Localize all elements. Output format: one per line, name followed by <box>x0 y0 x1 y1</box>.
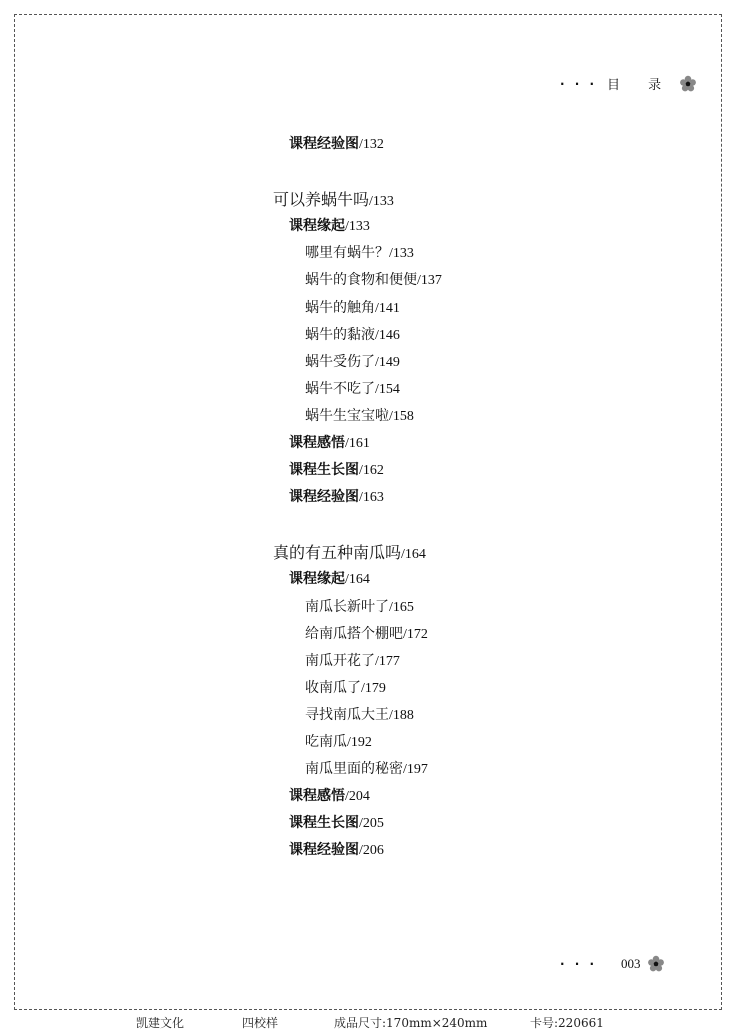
print-trim-size: 成品尺寸:170mm×240mm <box>334 1016 488 1030</box>
toc-entry-page: /162 <box>359 463 384 479</box>
toc-entry-title: 课程感悟 <box>289 788 345 805</box>
toc-subsection <box>305 596 414 616</box>
page-number: 003 <box>621 956 641 971</box>
toc-entry-page: /164 <box>345 572 370 588</box>
toc-entry-page: /133 <box>389 246 414 262</box>
toc-chapter <box>273 540 426 563</box>
print-slug-line <box>0 1014 750 1030</box>
toc-entry-title: 课程生长图 <box>289 462 359 479</box>
toc-entry-title: 哪里有蜗牛？ <box>305 245 389 262</box>
toc-entry-page: /197 <box>403 762 428 778</box>
toc-entry-title: 蜗牛的食物和便便 <box>305 272 417 289</box>
header-title: 目 录 <box>607 78 674 93</box>
toc-entry-title: 寻找南瓜大王 <box>305 706 389 723</box>
toc-entry-title: 真的有五种南瓜吗 <box>273 543 402 563</box>
toc-entry-title: 蜗牛生宝宝啦 <box>305 407 389 424</box>
toc-entry-page: /164 <box>401 547 426 563</box>
toc-subsection <box>305 758 428 778</box>
toc-subsection <box>305 704 414 724</box>
toc-entry-page: /206 <box>359 843 384 859</box>
toc-entry-page: /149 <box>375 354 400 370</box>
flower-icon <box>647 955 665 973</box>
toc-subsection <box>305 731 372 751</box>
toc-entry-title: 课程感悟 <box>289 435 345 451</box>
toc-entry-page: /192 <box>347 735 372 750</box>
toc-subsection <box>305 405 414 425</box>
toc-section <box>289 215 370 235</box>
print-company: 凯建文化 <box>136 1016 185 1030</box>
toc-entry-page: /137 <box>417 273 442 289</box>
toc-entry-title: 课程缘起 <box>289 571 345 588</box>
toc-subsection <box>305 623 428 643</box>
flower-icon <box>679 75 697 93</box>
toc-section <box>289 133 384 153</box>
toc-entry-title: 课程经验图 <box>289 136 359 152</box>
toc-subsection <box>305 297 400 317</box>
toc-entry-page: /172 <box>403 626 428 642</box>
footer-dots: · · · <box>560 957 598 971</box>
toc-entry-page: /163 <box>359 490 384 506</box>
toc-section <box>289 785 370 805</box>
toc-entry-title: 蜗牛不吃了 <box>305 380 375 397</box>
toc-entry-title: 可以养蜗牛吗 <box>273 190 370 210</box>
toc-section <box>289 486 384 506</box>
toc-entry-title: 蜗牛的触角 <box>305 299 375 316</box>
header-dots: · · · <box>560 76 598 91</box>
toc-entry-title: 南瓜长新叶了 <box>305 598 389 615</box>
toc-entry-page: /133 <box>369 194 394 210</box>
toc-entry-title: 收南瓜了 <box>305 679 361 696</box>
toc-entry-title: 给南瓜搭个棚吧 <box>305 625 403 642</box>
page-trim-border <box>14 14 722 1010</box>
toc-section <box>289 812 384 832</box>
toc-section <box>289 568 370 588</box>
toc-entry-title: 课程缘起 <box>289 218 345 235</box>
toc-entry-page: /161 <box>345 436 370 451</box>
toc-entry-page: /188 <box>389 707 414 723</box>
toc-entry-title: 南瓜开花了 <box>305 652 375 669</box>
toc-entry-title: 课程经验图 <box>289 842 359 859</box>
toc-subsection <box>305 650 400 670</box>
toc-subsection <box>305 351 400 371</box>
toc-entry-page: /179 <box>361 680 386 696</box>
toc-entry-page: /177 <box>375 653 400 669</box>
toc-entry-page: /158 <box>389 408 414 424</box>
toc-subsection <box>305 677 386 697</box>
toc-entry-page: /146 <box>375 327 400 343</box>
toc-subsection <box>305 324 400 344</box>
toc-subsection <box>305 242 414 262</box>
page-footer <box>560 955 665 973</box>
toc-entry-page: /204 <box>345 789 370 805</box>
toc-entry-page: /205 <box>359 816 384 832</box>
toc-entry-page: /154 <box>375 381 400 397</box>
print-card-number: 卡号:220661 <box>530 1016 604 1030</box>
toc-entry-title: 蜗牛的黏液 <box>305 326 375 343</box>
toc-section <box>289 459 384 479</box>
toc-entry-page: /133 <box>345 219 370 235</box>
toc-chapter <box>273 187 394 210</box>
toc-entry-title: 吃南瓜 <box>305 734 347 750</box>
page-header <box>560 74 697 93</box>
toc-entry-title: 蜗牛受伤了 <box>305 353 375 370</box>
toc-entry-page: /132 <box>359 137 384 152</box>
toc-entry-page: /141 <box>375 300 400 316</box>
toc-entry-title: 课程生长图 <box>289 815 359 832</box>
print-proof-stage: 四校样 <box>242 1016 279 1030</box>
toc-subsection <box>305 378 400 398</box>
toc-section <box>289 839 384 859</box>
toc-section <box>289 432 370 452</box>
toc-entry-page: /165 <box>389 599 414 615</box>
toc-subsection <box>305 269 442 289</box>
toc-entry-title: 课程经验图 <box>289 489 359 506</box>
toc-entry-title: 南瓜里面的秘密 <box>305 761 403 778</box>
